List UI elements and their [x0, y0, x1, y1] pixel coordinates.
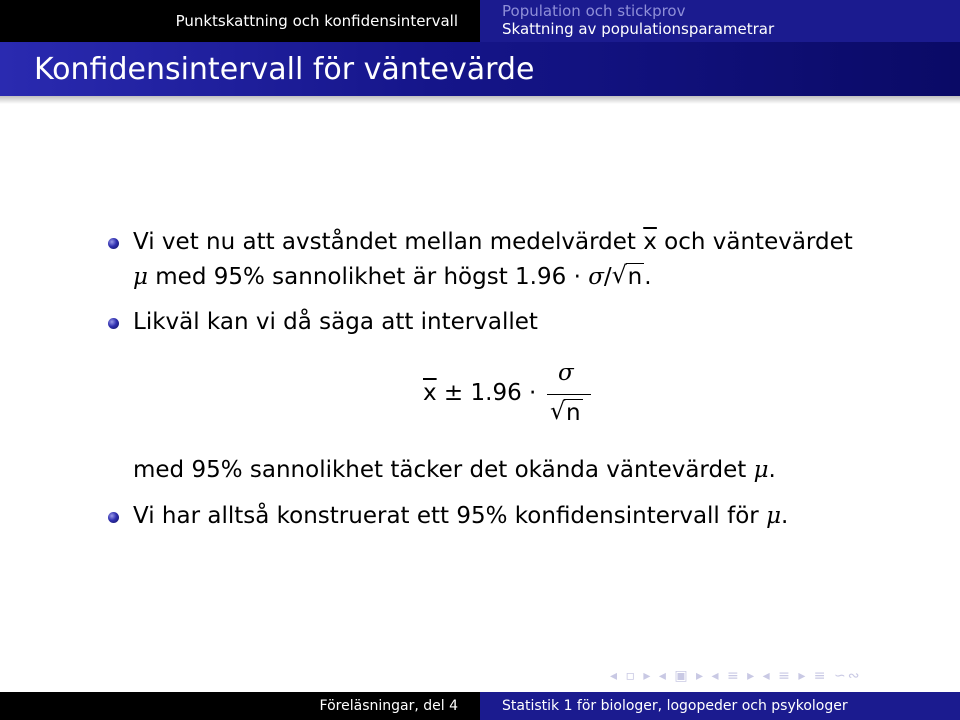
section-title[interactable]: Punktskattning och konfidensintervall — [175, 12, 458, 30]
mu-symbol: μ — [133, 264, 148, 290]
bullet-1-text: Vi vet nu att avståndet mellan medelvärdet — [133, 229, 644, 255]
footer-left — [0, 692, 480, 720]
section-nav[interactable] — [0, 0, 480, 42]
bullet-1-line-1 — [133, 229, 853, 255]
mu-symbol: μ — [766, 503, 782, 529]
continuation-text: med 95% sannolikhet täcker det okända väntevärdet — [133, 457, 754, 483]
header-bar — [0, 0, 960, 42]
xbar-symbol: $\overline{x}$ — [643, 229, 657, 255]
formula-xbar: $\overline{x}$ — [423, 380, 437, 406]
slash: / — [603, 264, 612, 290]
bullet-2-text: Likväl kan vi då säga att intervallet — [133, 309, 538, 335]
bullet-icon — [108, 318, 119, 329]
formula-n: n — [566, 400, 581, 426]
footer-course: Statistik 1 för biologer, logopeder och psykologer — [502, 698, 848, 714]
n-symbol: n — [627, 264, 643, 290]
bullet-icon — [108, 238, 119, 249]
period: . — [781, 503, 789, 529]
period: . — [768, 457, 776, 483]
subsection-population[interactable]: Population och stickprov — [502, 2, 686, 20]
fraction-line — [547, 394, 591, 395]
formula-pm: ± 1.96 · — [436, 380, 537, 406]
footer-right — [480, 692, 960, 720]
bullet-1-text-end: och väntevärdet — [656, 229, 853, 255]
subsection-estimation[interactable]: Skattning av populationsparametrar — [502, 20, 775, 38]
formula-denominator: √ n — [550, 397, 581, 426]
bullet-3-text — [133, 503, 788, 529]
bullet-3-main: Vi har alltså konstruerat ett 95% konfidensintervall för — [133, 503, 767, 529]
footer-bar — [0, 692, 960, 720]
formula-lhs — [423, 380, 536, 406]
subsection-nav — [480, 0, 960, 42]
sqrt-n: √ n — [611, 261, 643, 290]
footer-lecture: Föreläsningar, del 4 — [319, 698, 458, 714]
bullet-icon — [108, 512, 119, 523]
beamer-navigation-icons[interactable]: ◂ ▫ ▸ ◂ ▣ ▸ ◂ ≡ ▸ ◂ ≡ ▸ ≡ ∽∾ — [610, 668, 862, 684]
bullet-2-continuation — [133, 457, 776, 483]
bullet-1-line-2 — [133, 261, 652, 290]
bullet-1-line-2-text: med 95% sannolikhet är högst 1.96 · — [147, 264, 589, 290]
formula-numerator: σ — [558, 360, 574, 386]
sigma-symbol: σ — [588, 264, 604, 290]
period: . — [644, 264, 652, 290]
title-shadow — [0, 96, 960, 104]
title-bar — [0, 42, 960, 96]
mu-symbol: μ — [753, 457, 769, 483]
slide-title: Konfidensintervall för väntevärde — [34, 52, 535, 87]
